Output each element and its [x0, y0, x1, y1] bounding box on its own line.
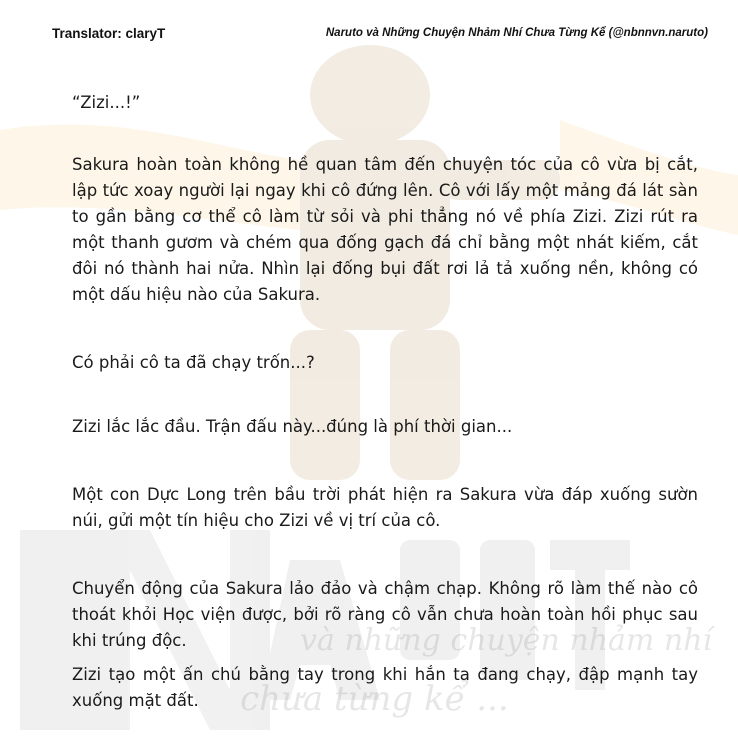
paragraph-5: Một con Dực Long trên bầu trời phát hiện ra Sakura vừa đáp xuống sườn núi, gửi một tín hiệu cho Zizi về vị trí của cô. — [72, 485, 698, 530]
paragraph-7: Zizi tạo một ấn chú bằng tay trong khi hắn ta đang chạy, đập mạnh tay xuống mặt đất. — [72, 665, 698, 710]
paragraph-3: Có phải cô ta đã chạy trốn...? — [72, 353, 315, 372]
page-header — [0, 26, 738, 48]
series-title: Naruto và Những Chuyện Nhảm Nhí Chưa Từng Kể (@nbnnvn.naruto) — [325, 27, 708, 39]
watermark-script-line1: và những chuyện nhảm nhí — [300, 623, 713, 658]
paragraph-6: Chuyển động của Sakura lảo đảo và chậm chạp. Không rõ làm thế nào cô thoát khỏi Học viện được, bởi rõ ràng cô vẫn chưa hoàn toàn hồi phục sau khi trúng độc. — [72, 579, 698, 650]
watermark-script-line2: chưa từng kể ... — [240, 679, 509, 719]
paragraph-4: Zizi lắc lắc đầu. Trận đấu này...đúng là phí thời gian... — [72, 417, 513, 436]
paragraph-1: “Zizi...!” — [72, 93, 141, 112]
translator-credit: Translator: claryT — [52, 26, 166, 41]
paragraph-2: Sakura hoàn toàn không hề quan tâm đến chuyện tóc của cô vừa bị cắt, lập tức xoay người lại ngay khi cô đứng lên. Cô với lấy một mảng đá lát sàn to gần bằng cơ thể cô làm từ sỏi và phi thẳng nó về phía Zizi. Zizi rút ra một thanh gươm và chém qua đống gạch đá chỉ bằng một nhát kiếm, cắt đôi nó thành hai nửa. Nhìn lại đống bụi đất rơi lả tả xuống nền, không có một dấu hiệu nào của Sakura. — [72, 155, 698, 304]
